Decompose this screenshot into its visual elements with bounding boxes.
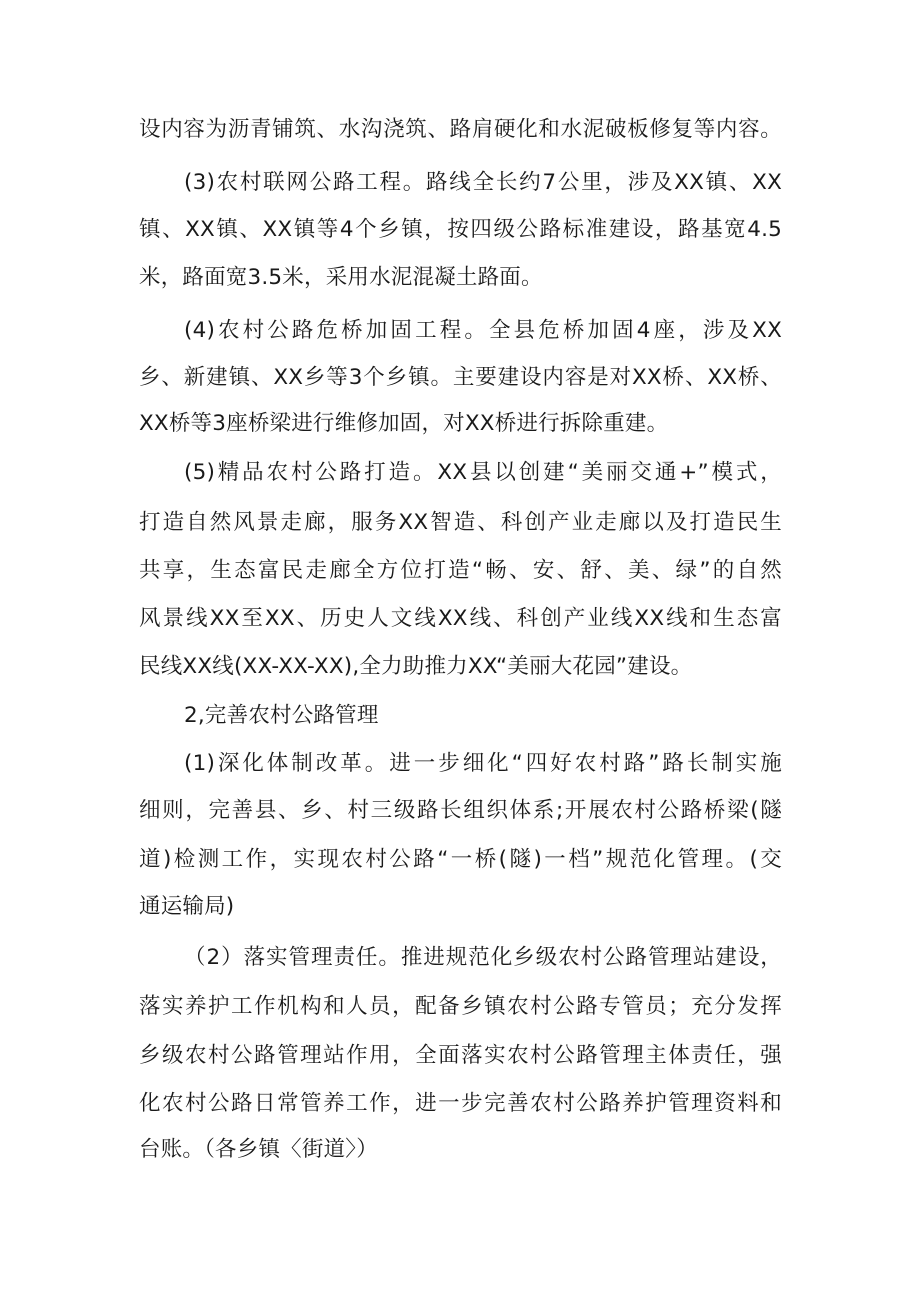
text-line: 乡、新建镇、XX乡等3个乡镇。主要建设内容是对XX桥、XX桥、 bbox=[139, 365, 782, 390]
text-line: 道)检测工作，实现农村公路“一桥(隧)一档”规范化管理。(交 bbox=[139, 847, 782, 872]
text-line: 细则，完善县、乡、村三级路长组织体系;开展农村公路桥梁(隧 bbox=[139, 798, 782, 823]
text-line: 镇、XX镇、XX镇等4个乡镇，按四级公路标准建设，路基宽4.5 bbox=[139, 217, 782, 242]
text-line: 设内容为沥青铺筑、水沟浇筑、路肩硬化和水泥破板修复等内容。 bbox=[139, 117, 782, 142]
text-line: 打造自然风景走廊，服务XX智造、科创产业走廊以及打造民生 bbox=[139, 510, 782, 535]
text-line: (1)深化体制改革。进一步细化“四好农村路”路长制实施 bbox=[184, 751, 782, 776]
text-line: 民线XX线(XX-XX-XX),全力助推力XX“美丽大花园”建设。 bbox=[139, 654, 693, 679]
text-line: 米，路面宽3.5米，采用水泥混凝土路面。 bbox=[139, 265, 543, 290]
text-line: 风景线XX至XX、历史人文线XX线、科创产业线XX线和生态富 bbox=[139, 606, 782, 631]
text-line: （2）落实管理责任。推进规范化乡级农村公路管理站建设， bbox=[184, 945, 782, 970]
text-line: (5)精品农村公路打造。XX县以创建“美丽交通+”模式， bbox=[184, 460, 782, 485]
text-line: (3)农村联网公路工程。路线全长约7公里，涉及XX镇、XX bbox=[184, 170, 782, 195]
text-line: 落实养护工作机构和人员，配备乡镇农村公路专管员；充分发挥 bbox=[139, 994, 782, 1019]
text-line: 共享，生态富民走廊全方位打造“畅、安、舒、美、绿”的自然 bbox=[139, 558, 782, 583]
text-line: 通运输局) bbox=[139, 894, 235, 919]
text-line: 台账。（各乡镇〈街道〉） bbox=[139, 1137, 378, 1162]
text-line: 化农村公路日常管养工作，进一步完善农村公路养护管理资料和 bbox=[139, 1091, 782, 1116]
text-line: XX桥等3座桥梁进行维修加固，对XX桥进行拆除重建。 bbox=[139, 411, 669, 436]
section-heading: 2,完善农村公路管理 bbox=[184, 703, 379, 728]
text-line: 乡级农村公路管理站作用，全面落实农村公路管理主体责任，强 bbox=[139, 1043, 782, 1068]
text-line: (4)农村公路危桥加固工程。全县危桥加固4座，涉及XX bbox=[184, 318, 782, 343]
